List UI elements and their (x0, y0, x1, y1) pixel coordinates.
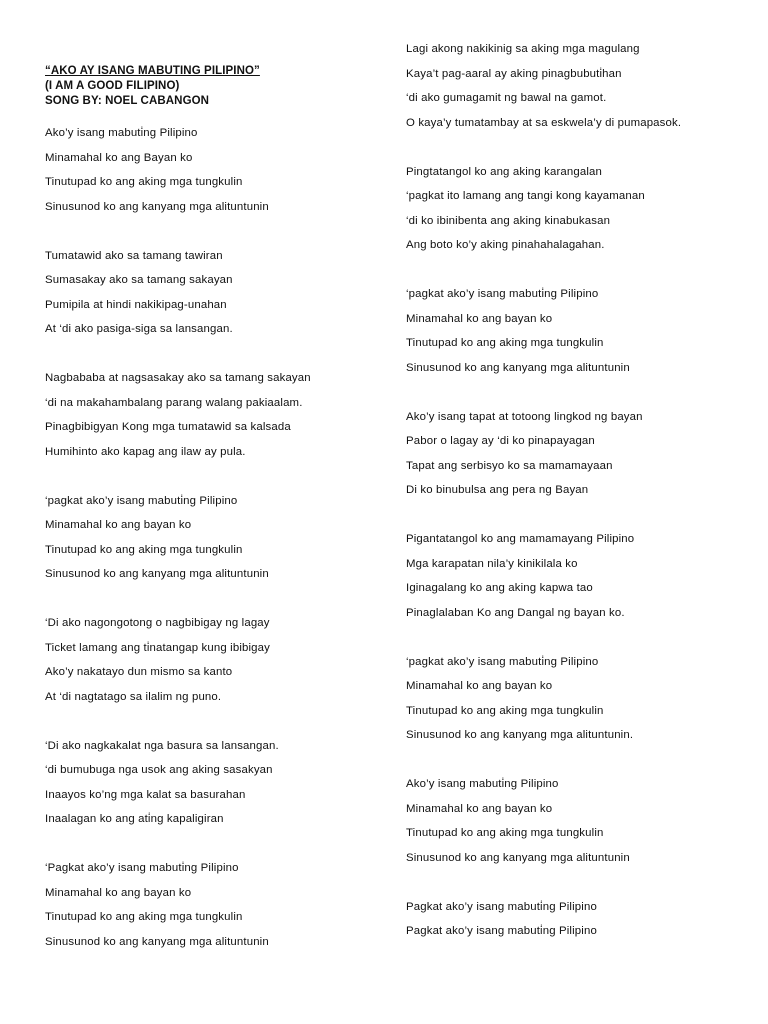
lyric-line: Minamahal ko ang Bayan ko (45, 151, 193, 164)
lyric-line: Sinusunod ko ang kanyang mga alituntunin (406, 851, 630, 864)
stanza (45, 489, 395, 587)
lyric-line: Sinusunod ko ang kanyang mga alituntunin (406, 361, 630, 374)
lyric-line: ‘Di ako nagkakalat nga basura sa lansangan. (45, 739, 279, 752)
lyric-line: ‘pagkat ako’y isang mabuti̇ng Pilipino (45, 494, 238, 507)
lyric-line: Inaalagan ko ang ati̇ng kapaligiran (45, 813, 224, 825)
lyric-line: ‘Di ako nagongotong o nagbibigay ng lagay (45, 617, 270, 629)
lyric-line: O kaya’y tumatambay at sa eskwela’y di pumapasok. (406, 116, 682, 129)
lyric-line: Minamahal ko ang bayan ko (406, 312, 553, 325)
lyric-line: Tinutupad ko ang aking mga tungkulin (45, 176, 243, 188)
lyric-line: Sinusunod ko ang kanyang mga alituntunin (45, 935, 269, 948)
stanza (406, 895, 756, 944)
lyric-line: Ako’y isang mabuti̇ng Pilipino (45, 127, 198, 139)
song-title: “AKO AY ISANG MABUTING PILIPINO” (45, 65, 260, 77)
stanza (45, 856, 395, 954)
lyric-line: Mga karapatan nila’y kinikilala ko (406, 557, 578, 570)
stanza (45, 734, 395, 832)
lyric-line: ‘di ako gumagamit ng bawal na gamot. (406, 92, 607, 104)
song-credit: SONG BY: NOEL CABANGON (45, 95, 210, 107)
lyric-line: Humihinto ako kapag ang ilaw ay pula. (45, 445, 246, 458)
song-header (45, 64, 385, 109)
lyric-line: Ang boto ko’y aking pinahahalagahan. (406, 239, 605, 251)
stanza (406, 650, 756, 748)
lyric-line: Tinutupad ko ang aking mga tungkulin (45, 911, 243, 923)
lyric-line: Pinagbibigyan Kong mga tumatawid sa kalsada (45, 421, 291, 433)
lyric-line: Tapat ang serbisyo ko sa mamamayaan (406, 459, 613, 472)
lyric-line: ‘pagkat ito lamang ang tangi kong kayamanan (406, 190, 645, 202)
lyric-line: Sinusunod ko ang kanyang mga alituntunin (45, 568, 269, 580)
lyric-line: Nagbababa at nagsasakay ako sa tamang sakayan (45, 372, 311, 384)
lyric-line: Iginagalang ko ang aking kapwa tao (406, 582, 593, 594)
lyric-line: Pumipila at hindi nakikipag-unahan (45, 298, 227, 311)
lyric-line: Tinutupad ko ang aking mga tungkulin (406, 337, 604, 349)
lyric-line: Minamahal ko ang bayan ko (406, 802, 553, 815)
lyrics-column-left (45, 121, 395, 979)
lyric-line: ‘di ko ibinibenta ang aking kinabukasan (406, 214, 611, 227)
stanza (406, 37, 756, 135)
song-subtitle: (I AM A GOOD FILIPINO) (45, 80, 180, 92)
lyric-line: Sinusunod ko ang kanyang mga alituntunin (45, 200, 269, 213)
stanza (406, 160, 756, 258)
lyric-line: Lagi akong nakikinig sa aking mga magulang (406, 43, 640, 55)
stanza (45, 366, 395, 464)
lyric-line: Minamahal ko ang bayan ko (45, 886, 192, 899)
lyrics-column-right (406, 37, 756, 968)
stanza (406, 527, 756, 625)
lyric-line: Pingtatangol ko ang aking karangalan (406, 165, 603, 178)
stanza (45, 244, 395, 342)
lyric-line: Di ko binubulsa ang pera ng Bayan (406, 484, 589, 496)
lyric-line: Inaayos ko’ng mga kalat sa basurahan (45, 788, 246, 801)
lyric-line: Minamahal ko ang bayan ko (45, 519, 192, 531)
lyric-line: Minamahal ko ang bayan ko (406, 680, 553, 692)
stanza (406, 772, 756, 870)
lyric-line: Tumatawid ako sa tamang tawiran (45, 249, 223, 262)
stanza (45, 121, 395, 219)
lyric-line: Tinutupad ko ang aking mga tungkulin (406, 827, 604, 839)
lyric-line: Tinutupad ko ang aking mga tungkulin (45, 543, 243, 556)
stanza (406, 282, 756, 380)
lyric-line: Sinusunod ko ang kanyang mga alituntunin. (406, 729, 634, 741)
lyric-line: Pagkat ako’y isang mabuti̇ng Pilipino (406, 925, 597, 937)
stanza (45, 611, 395, 709)
lyric-line: Ticket lamang ang ti̇natangap kung ibibigay (45, 641, 270, 654)
stanza (406, 405, 756, 503)
lyric-line: Tinutupad ko ang aking mga tungkulin (406, 704, 604, 717)
lyric-line: Pigantatangol ko ang mamamayang Pilipino (406, 533, 635, 545)
lyric-line: ‘pagkat ako’y isang mabuti̇ng Pilipino (406, 288, 599, 300)
lyric-line: Ako’y isang tapat at totoong lingkod ng bayan (406, 410, 643, 423)
lyric-line: Kaya’t pag-aaral ay aking pinagbubuti̇han (406, 67, 622, 80)
lyric-line: ‘pagkat ako’y isang mabuti̇ng Pilipino (406, 655, 599, 668)
lyric-line: ‘di bumubuga nga usok ang aking sasakyan (45, 764, 273, 776)
lyric-line: Pagkat ako’y isang mabuti̇ng Pilipino (406, 900, 597, 913)
lyric-line: At ‘di nagtatago sa ilalim ng puno. (45, 690, 222, 703)
lyric-line: ‘di na makahambalang parang walang pakiaalam. (45, 396, 303, 409)
lyric-line: Pabor o lagay ay ‘di ko pinapayagan (406, 435, 595, 447)
lyric-line: Pinaglalaban Ko ang Dangal ng bayan ko. (406, 606, 625, 619)
lyric-line: Sumasakay ako sa tamang sakayan (45, 274, 233, 286)
lyric-line: At ‘di ako pasiga-siga sa lansangan. (45, 323, 233, 335)
lyric-line: Ako’y nakatayo dun mismo sa kanto (45, 666, 233, 678)
lyric-line: Ako’y isang mabuti̇ng Pilipino (406, 778, 559, 790)
lyric-line: ‘Pagkat ako’y isang mabuti̇ng Pilipino (45, 862, 239, 874)
